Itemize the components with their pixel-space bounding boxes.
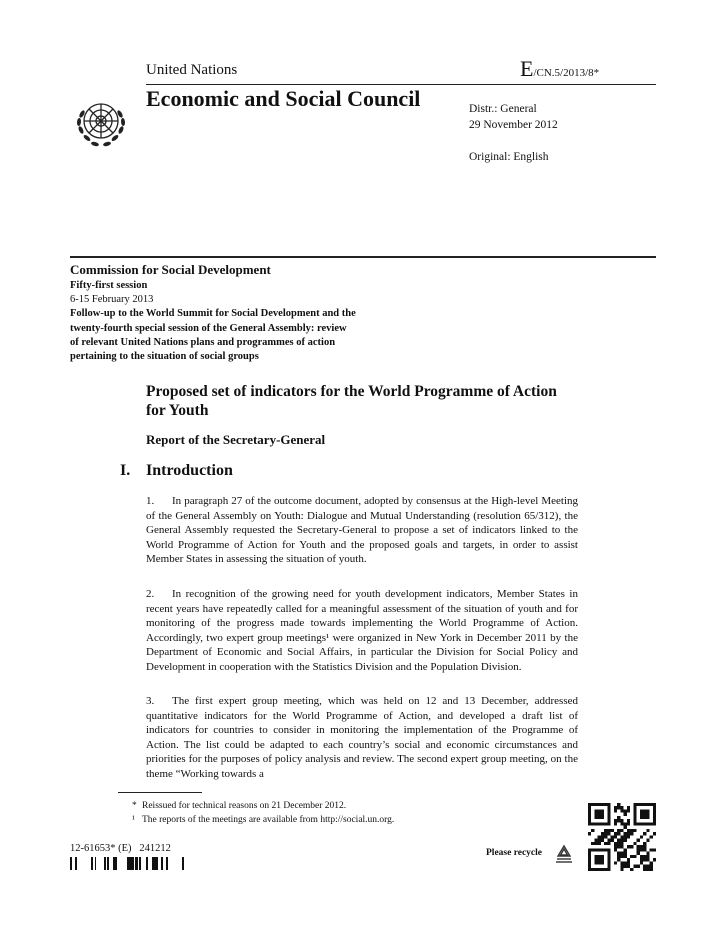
- section-number: I.: [120, 462, 131, 479]
- paragraph: [146, 494, 578, 567]
- paragraph: [146, 587, 578, 675]
- footnote: [132, 799, 394, 813]
- un-emblem-icon: [72, 92, 130, 150]
- masthead-rule: [70, 256, 656, 258]
- agenda-line: of relevant United Nations plans and programmes of action: [70, 336, 336, 348]
- footnote: [132, 813, 394, 827]
- qr-code-icon: [588, 803, 656, 871]
- report-subtitle: Report of the Secretary-General: [146, 432, 326, 447]
- recycle-icon: [553, 843, 575, 865]
- agenda-line: Follow-up to the World Summit for Social Development and the: [70, 308, 356, 320]
- section-title: Introduction: [146, 462, 233, 479]
- document-title: Proposed set of indicators for the World Programme of Action for Youth: [146, 383, 557, 419]
- commission-name: Commission for Social Development: [70, 262, 271, 277]
- paragraph-number: 3.: [146, 695, 155, 707]
- footnote-text: Reissued for technical reasons on 21 December 2012.: [142, 801, 347, 811]
- footnote-text: The reports of the meetings are available from http://social.un.org.: [142, 815, 395, 825]
- footnote-marker: *: [132, 801, 137, 811]
- document-symbol-rest: /CN.5/2013/8*: [533, 67, 600, 79]
- session-dates: 6-15 February 2013: [70, 294, 154, 306]
- issue-date: 29 November 2012: [469, 119, 558, 131]
- job-code: 12-61653* (E): [70, 843, 132, 854]
- header-rule: [146, 84, 656, 85]
- recycle-text: Please recycle: [486, 848, 542, 858]
- agenda-line: pertaining to the situation of social groups: [70, 351, 259, 363]
- paragraph-number: 2.: [146, 588, 155, 600]
- footnote-marker: ¹: [132, 815, 135, 825]
- document-symbol-prefix: E: [520, 56, 534, 81]
- original-language: Original: English: [469, 151, 549, 163]
- session-info: [70, 279, 356, 364]
- distribution-info: [469, 101, 558, 165]
- footnote-separator: [118, 792, 202, 793]
- org-name: United Nations: [146, 62, 238, 78]
- distribution-label: Distr.: General: [469, 103, 537, 115]
- paragraph-number: 1.: [146, 495, 155, 507]
- paragraph-text: In paragraph 27 of the outcome document, adopted by consensus at the High-level Meeting of the General Assembly on Youth: Dialogue and Mutual Understanding (resolution 65/312), the General Assembly requested the Secretary-General to propose a set of indicators linked to the World Programme of Action for Youth and the proposed goals and targets, in order to assist Member States in assessing the situation of youth.: [146, 495, 578, 566]
- session-number: Fifty-first session: [70, 280, 148, 291]
- job-date: 241212: [139, 843, 171, 854]
- agenda-line: twenty-fourth special session of the General Assembly: review: [70, 322, 347, 334]
- document-symbol: [520, 56, 599, 82]
- job-number: [70, 843, 171, 854]
- paragraph-text: The first expert group meeting, which was held on 12 and 13 December, addressed quantitative indicators for the World Programme of Action, and developed a draft list of indicators for countries to consider in monitoring the implementation of the Programme of Action. The list could be adapted to each country’s social and economic circumstances and priorities for the purposes of policy analysis and review. The second expert group meeting, on the theme “Working towards a: [146, 695, 578, 780]
- paragraph: [146, 694, 578, 782]
- paragraph-text: In recognition of the growing need for youth development indicators, Member States in recent years have repeatedly called for a meaningful assessment of the situation of youth and for monitoring of the progress made towards implementing the World Programme of Action. Accordingly, two expert group meetings¹ were organized in New York in December 2011 by the Department of Economic and Social Affairs, in particular the Division for Social Policy and Development in cooperation with the Statistics Division and the Population Division.: [146, 588, 578, 673]
- footnotes: [132, 799, 394, 827]
- barcode-icon: [70, 857, 186, 870]
- council-name: Economic and Social Council: [146, 86, 421, 111]
